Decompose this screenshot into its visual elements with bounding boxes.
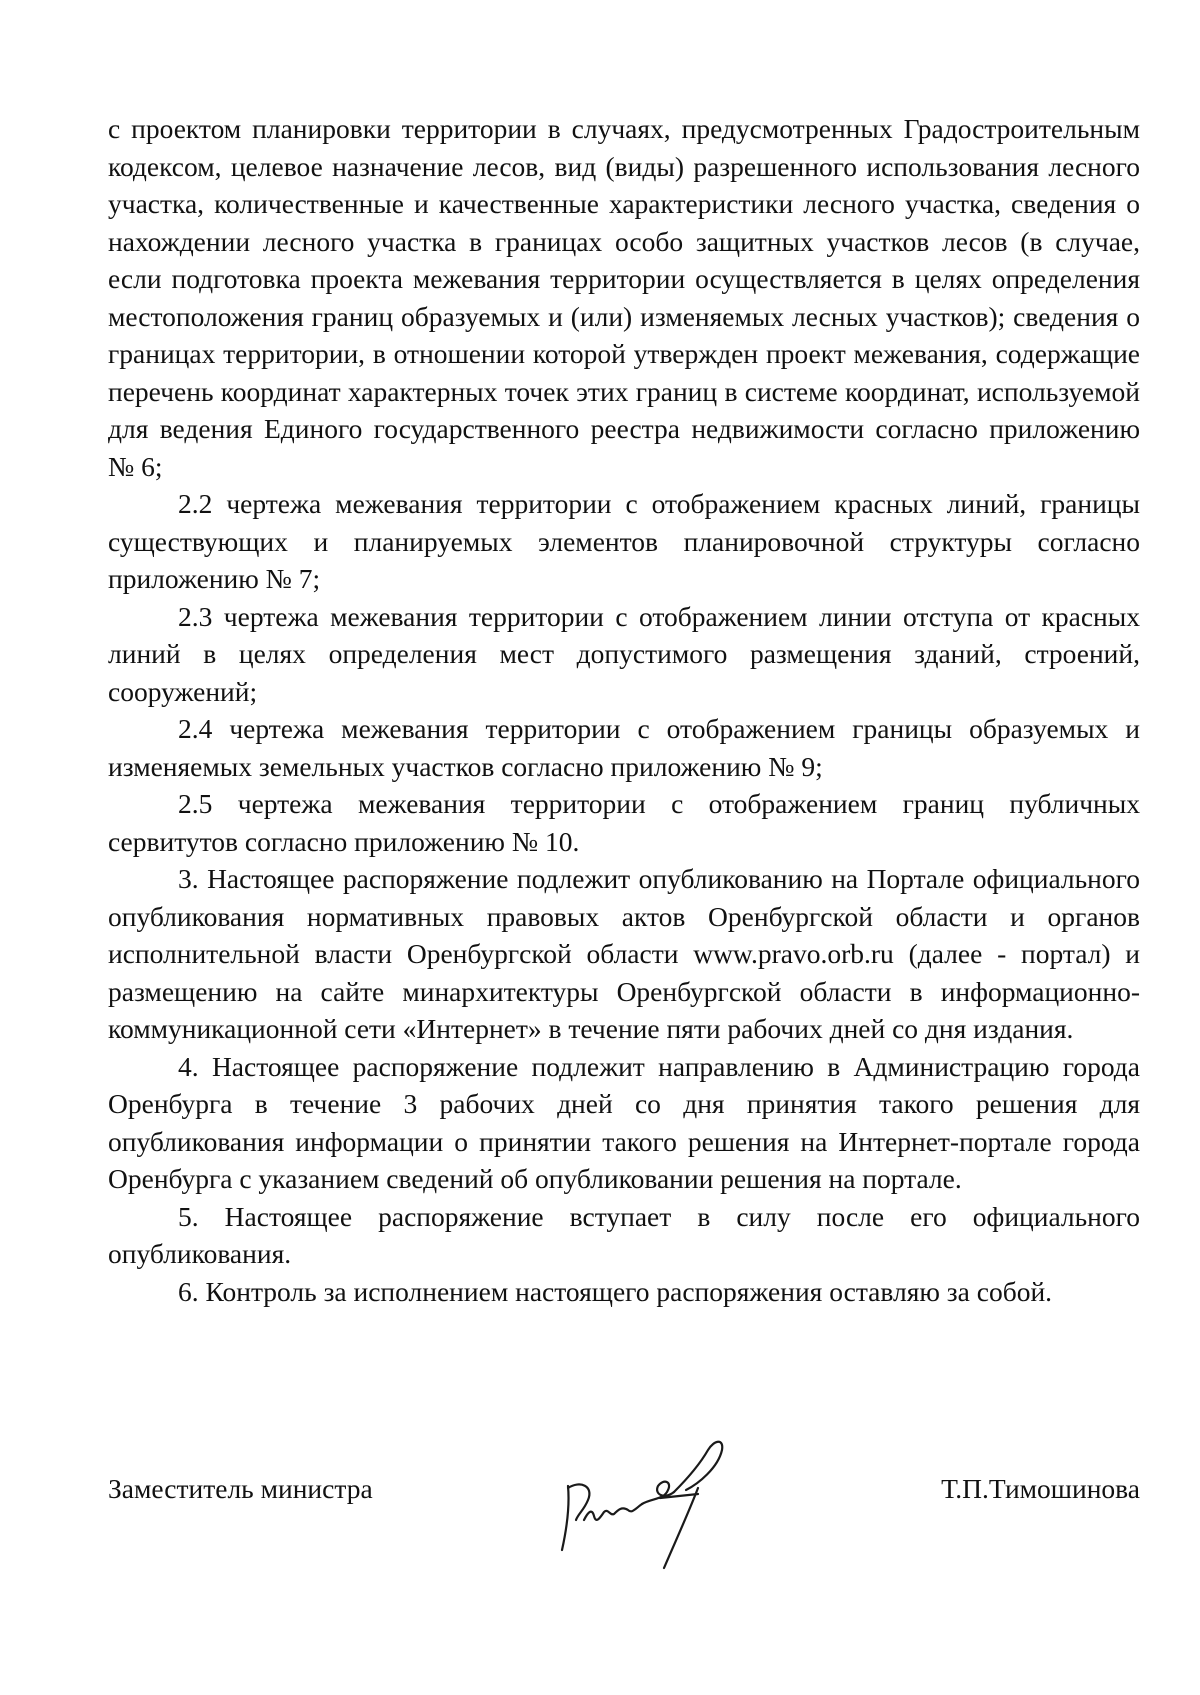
- paragraph-4: 4. Настоящее распоряжение подлежит направлению в Администрацию города Оренбурга в течение 3 рабочих дней со дня принятия такого решения для опубликования информации о принятии такого решения на Интернет-портале города Оренбурга с указанием сведений об опубликовании решения на портале.: [108, 1050, 1140, 1194]
- paragraph-2-5: 2.5 чертежа межевания территории с отображением границ публичных сервитутов согласно приложению № 10.: [108, 788, 1140, 857]
- paragraph-6: 6. Контроль за исполнением настоящего распоряжения оставляю за собой.: [178, 1275, 1053, 1307]
- signatory-position: Заместитель министра: [108, 1473, 373, 1504]
- paragraph-2-4: 2.4 чертежа межевания территории с отображением границы образуемых и изменяемых земельных участков согласно приложению № 9;: [108, 713, 1140, 782]
- paragraph-3: 3. Настоящее распоряжение подлежит опубликованию на Портале официального опубликования нормативных правовых актов Оренбургской области и органов исполнительной власти Оренбургской области www.pravo.orb.ru (далее - портал) и размещению на сайте минархитектуры Оренбургской области в информационно-коммуникационной сети «Интернет» в течение пяти рабочих дней со дня издания.: [108, 863, 1140, 1044]
- signature-block: [108, 1448, 1140, 1628]
- document-body: [108, 110, 1140, 1310]
- paragraph-continuation: с проектом планировки территории в случаях, предусмотренных Градостроительным кодексом, целевое назначение лесов, вид (виды) разрешенного использования лесного участка, количественные и качественные характеристики лесного участка, сведения о нахождении лесного участка в границах особо защитных участков лесов (в случае, если подготовка проекта межевания территории осуществляется в целях определения местоположения границ образуемых и (или) изменяемых лесных участков); сведения о границах территории, в отношении которой утвержден проект межевания, содержащие перечень координат характерных точек этих границ в системе координат, используемой для ведения Единого государственного реестра недвижимости согласно приложению № 6;: [108, 113, 1140, 482]
- handwritten-signature: [548, 1428, 748, 1588]
- paragraph-5: 5. Настоящее распоряжение вступает в силу после его официального опубликования.: [108, 1200, 1140, 1269]
- signatory-name: Т.П.Тимошинова: [941, 1473, 1140, 1504]
- paragraph-2-3: 2.3 чертежа межевания территории с отображением линии отступа от красных линий в целях определения мест допустимого размещения зданий, строений, сооружений;: [108, 600, 1140, 707]
- paragraph-2-2: 2.2 чертежа межевания территории с отображением красных линий, границы существующих и планируемых элементов планировочной структуры согласно приложению № 7;: [108, 488, 1140, 594]
